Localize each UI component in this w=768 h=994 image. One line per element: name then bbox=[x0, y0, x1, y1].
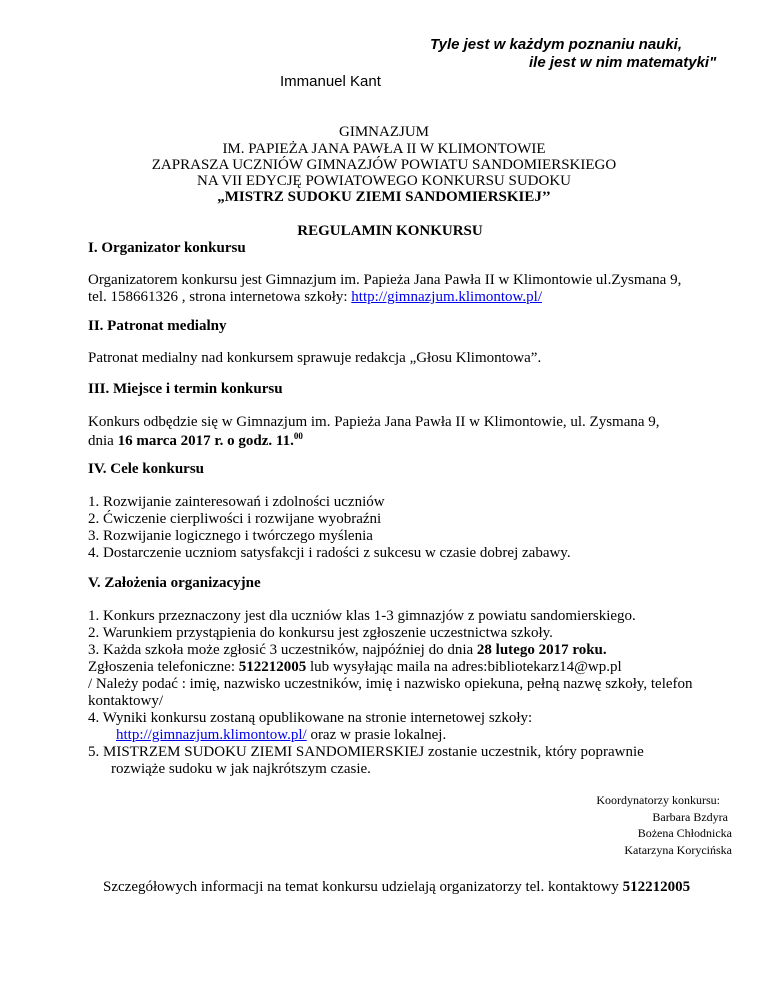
contest-title: „MISTRZ SUDOKU ZIEMI SANDOMIERSKIEJ’’ bbox=[217, 189, 551, 205]
regulations-title: REGULAMIN KONKURSU bbox=[297, 223, 483, 239]
coordinators-title: Koordynatorzy konkursu: bbox=[596, 793, 720, 807]
rule-item-5: 5. MISTRZEM SUDOKU ZIEMI SANDOMIERSKIEJ zostanie uczestnik, który poprawnie bbox=[88, 744, 644, 760]
school-website-link[interactable]: http://gimnazjum.klimontow.pl/ bbox=[351, 289, 542, 305]
registration-phone-label: Zgłoszenia telefoniczne: bbox=[88, 659, 239, 675]
registration-phone: 512212005 bbox=[238, 659, 307, 675]
quote-line-1: Tyle jest w każdym poznaniu nauki, bbox=[430, 36, 683, 53]
contest-date: 16 marca 2017 r. o godz. 11. bbox=[117, 433, 294, 449]
contest-time-minutes: 00 bbox=[293, 431, 303, 441]
rule-item-3 bbox=[88, 642, 607, 659]
date-line bbox=[88, 431, 303, 450]
coordinator-name: Katarzyna Korycińska bbox=[624, 843, 732, 857]
results-press: oraz w prasie lokalnej. bbox=[306, 727, 447, 743]
school-name: GIMNAZJUM bbox=[339, 124, 429, 140]
results-info bbox=[116, 727, 446, 744]
media-patronage-text: Patronat medialny nad konkursem sprawuje redakcja „Głosu Klimontowa”. bbox=[88, 350, 542, 366]
results-website-link[interactable]: http://gimnazjum.klimontow.pl/ bbox=[116, 727, 307, 743]
section-3-heading: III. Miejsce i termin konkursu bbox=[88, 381, 283, 397]
section-4-heading: IV. Cele konkursu bbox=[88, 461, 205, 477]
quote-author: Immanuel Kant bbox=[280, 73, 381, 90]
registration-requirements-end: kontaktowy/ bbox=[88, 693, 163, 709]
invitation-line: ZAPRASZA UCZNIÓW GIMNAZJÓW POWIATU SANDOMIERSKIEGO bbox=[151, 157, 617, 173]
rule-item-4: 4. Wyniki konkursu zostaną opublikowane na stronie internetowej szkoły: bbox=[88, 710, 533, 726]
registration-requirements: / Należy podać : imię, nazwisko uczestników, imię i nazwisko opiekuna, pełną nazwę szkoły, telefon bbox=[88, 676, 693, 692]
section-5-heading: V. Założenia organizacyjne bbox=[88, 575, 261, 591]
goal-item: 4. Dostarczenie uczniom satysfakcji i radości z sukcesu w czasie dobrej zabawy. bbox=[88, 545, 571, 561]
footer-phone: 512212005 bbox=[622, 879, 691, 895]
section-2-heading: II. Patronat medialny bbox=[88, 318, 227, 334]
edition-line: NA VII EDYCJĘ POWIATOWEGO KONKURSU SUDOKU bbox=[196, 173, 572, 189]
organizer-contact bbox=[88, 289, 542, 306]
rule-item-1: 1. Konkurs przeznaczony jest dla uczniów klas 1-3 gimnazjów z powiatu sandomierskiego. bbox=[88, 608, 636, 624]
quote-line-2: ile jest w nim matematyki" bbox=[529, 54, 717, 71]
footer-contact bbox=[103, 879, 690, 896]
organizer-phone: tel. 158661326 , strona internetowa szkoły: bbox=[88, 289, 352, 305]
registration-email: lub wysyłając maila na adres:bibliotekarz14@wp.pl bbox=[306, 659, 622, 675]
rule-item-3-text: 3. Każda szkoła może zgłosić 3 uczestników, najpóźniej do dnia bbox=[88, 642, 477, 658]
coordinator-name: Bożena Chłodnicka bbox=[637, 826, 732, 840]
organizer-text: Organizatorem konkursu jest Gimnazjum im. Papieża Jana Pawła II w Klimontowie ul.Zysmana 9, bbox=[88, 272, 682, 288]
goal-item: 3. Rozwijanie logicznego i twórczego myślenia bbox=[88, 528, 373, 544]
goal-item: 2. Ćwiczenie cierpliwości i rozwijane wyobraźni bbox=[88, 511, 382, 527]
school-patron: IM. PAPIEŻA JANA PAWŁA II W KLIMONTOWIE bbox=[222, 141, 546, 157]
registration-deadline: 28 lutego 2017 roku. bbox=[476, 642, 607, 658]
goal-item: 1. Rozwijanie zainteresowań i zdolności uczniów bbox=[88, 494, 385, 510]
registration-contact bbox=[88, 659, 622, 676]
footer-text: Szczegółowych informacji na temat konkursu udzielają organizatorzy tel. kontaktowy bbox=[103, 879, 623, 895]
venue-text: Konkurs odbędzie się w Gimnazjum im. Papieża Jana Pawła II w Klimontowie, ul. Zysmana 9, bbox=[88, 414, 660, 430]
section-1-heading: I. Organizator konkursu bbox=[88, 240, 246, 256]
rule-item-5-cont: rozwiąże sudoku w jak najkrótszym czasie. bbox=[111, 761, 371, 777]
rule-item-2: 2. Warunkiem przystąpienia do konkursu jest zgłoszenie uczestnictwa szkoły. bbox=[88, 625, 553, 641]
date-prefix: dnia bbox=[88, 433, 118, 449]
coordinator-name: Barbara Bzdyra bbox=[652, 810, 728, 824]
